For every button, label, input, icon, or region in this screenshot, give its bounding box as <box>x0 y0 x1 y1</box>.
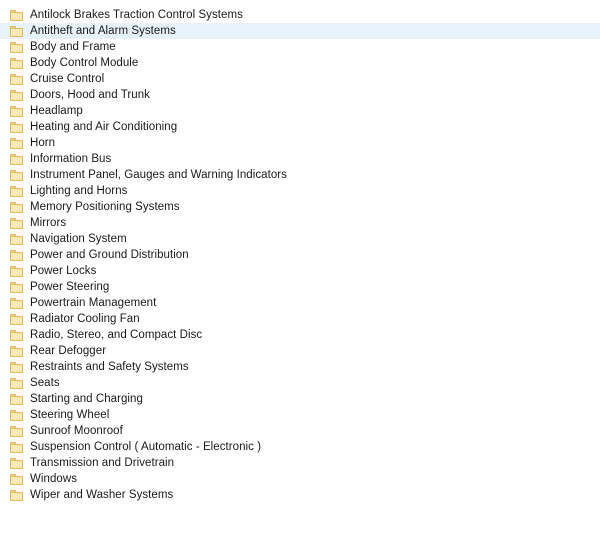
list-item[interactable] <box>0 55 600 71</box>
list-item[interactable] <box>0 247 600 263</box>
folder-icon <box>10 122 23 133</box>
list-item[interactable] <box>0 295 600 311</box>
list-item[interactable] <box>0 103 600 119</box>
list-item-label: Transmission and Drivetrain <box>30 457 175 469</box>
folder-icon <box>10 42 23 53</box>
folder-icon <box>10 346 23 357</box>
list-item[interactable] <box>0 167 600 183</box>
folder-icon <box>10 250 23 261</box>
folder-icon <box>10 154 23 165</box>
folder-icon <box>10 266 23 277</box>
list-item-label: Instrument Panel, Gauges and Warning Indicators <box>30 169 287 181</box>
list-item[interactable] <box>0 183 600 199</box>
list-item[interactable] <box>0 439 600 455</box>
folder-icon <box>10 58 23 69</box>
folder-icon <box>10 170 23 181</box>
list-item-label: Body and Frame <box>30 41 116 53</box>
list-item-label: Cruise Control <box>30 73 105 85</box>
list-item[interactable] <box>0 359 600 375</box>
folder-icon <box>10 234 23 245</box>
list-item-label: Powertrain Management <box>30 297 157 309</box>
list-item[interactable] <box>0 423 600 439</box>
folder-icon <box>10 426 23 437</box>
list-item-label: Restraints and Safety Systems <box>30 361 189 373</box>
folder-icon <box>10 74 23 85</box>
list-item-label: Power Steering <box>30 281 110 293</box>
list-item-label: Rear Defogger <box>30 345 107 357</box>
list-item[interactable] <box>0 119 600 135</box>
list-item[interactable] <box>0 199 600 215</box>
list-item[interactable] <box>0 375 600 391</box>
folder-icon <box>10 330 23 341</box>
list-item-label: Body Control Module <box>30 57 139 69</box>
folder-icon <box>10 218 23 229</box>
list-item[interactable] <box>0 87 600 103</box>
folder-icon <box>10 26 23 37</box>
list-item[interactable] <box>0 71 600 87</box>
list-item-label: Power and Ground Distribution <box>30 249 189 261</box>
list-item-label: Steering Wheel <box>30 409 110 421</box>
list-item[interactable] <box>0 215 600 231</box>
list-item-label: Navigation System <box>30 233 127 245</box>
list-item-label: Heating and Air Conditioning <box>30 121 178 133</box>
list-item-label: Doors, Hood and Trunk <box>30 89 150 101</box>
list-item[interactable] <box>0 279 600 295</box>
folder-icon <box>10 298 23 309</box>
folder-icon <box>10 202 23 213</box>
folder-icon <box>10 10 23 21</box>
list-item-label: Information Bus <box>30 153 112 165</box>
list-item[interactable] <box>0 343 600 359</box>
list-item[interactable] <box>0 311 600 327</box>
list-item-label: Power Locks <box>30 265 97 277</box>
folder-icon <box>10 394 23 405</box>
list-item-label: Windows <box>30 473 78 485</box>
list-item-label: Radiator Cooling Fan <box>30 313 140 325</box>
list-item-label: Wiper and Washer Systems <box>30 489 174 501</box>
list-item[interactable] <box>0 327 600 343</box>
list-item-label: Sunroof Moonroof <box>30 425 123 437</box>
list-item-label: Antitheft and Alarm Systems <box>30 25 176 37</box>
list-item[interactable] <box>0 39 600 55</box>
folder-icon <box>10 186 23 197</box>
list-item-label: Mirrors <box>30 217 67 229</box>
list-item-label: Suspension Control ( Automatic - Electronic ) <box>30 441 262 453</box>
list-item[interactable] <box>0 7 600 23</box>
folder-icon <box>10 362 23 373</box>
list-item-label: Radio, Stereo, and Compact Disc <box>30 329 203 341</box>
folder-icon <box>10 490 23 501</box>
folder-icon <box>10 442 23 453</box>
list-item[interactable] <box>0 471 600 487</box>
folder-icon <box>10 282 23 293</box>
list-item-label: Antilock Brakes Traction Control Systems <box>30 9 243 21</box>
list-item[interactable] <box>0 455 600 471</box>
folder-icon <box>10 378 23 389</box>
folder-icon <box>10 458 23 469</box>
folder-icon <box>10 410 23 421</box>
list-item[interactable] <box>0 407 600 423</box>
folder-icon <box>10 138 23 149</box>
list-item-label: Horn <box>30 137 56 149</box>
list-item[interactable] <box>0 231 600 247</box>
folder-icon <box>10 474 23 485</box>
list-item-label: Headlamp <box>30 105 83 117</box>
list-item[interactable] <box>0 135 600 151</box>
list-item-label: Memory Positioning Systems <box>30 201 180 213</box>
list-item[interactable] <box>0 151 600 167</box>
list-item-label: Starting and Charging <box>30 393 143 405</box>
list-item[interactable] <box>0 487 600 503</box>
folder-icon <box>10 314 23 325</box>
list-item[interactable] <box>0 23 600 39</box>
list-item[interactable] <box>0 263 600 279</box>
list-item[interactable] <box>0 391 600 407</box>
list-item-label: Lighting and Horns <box>30 185 128 197</box>
list-item-label: Seats <box>30 377 60 389</box>
folder-icon <box>10 90 23 101</box>
folder-icon <box>10 106 23 117</box>
